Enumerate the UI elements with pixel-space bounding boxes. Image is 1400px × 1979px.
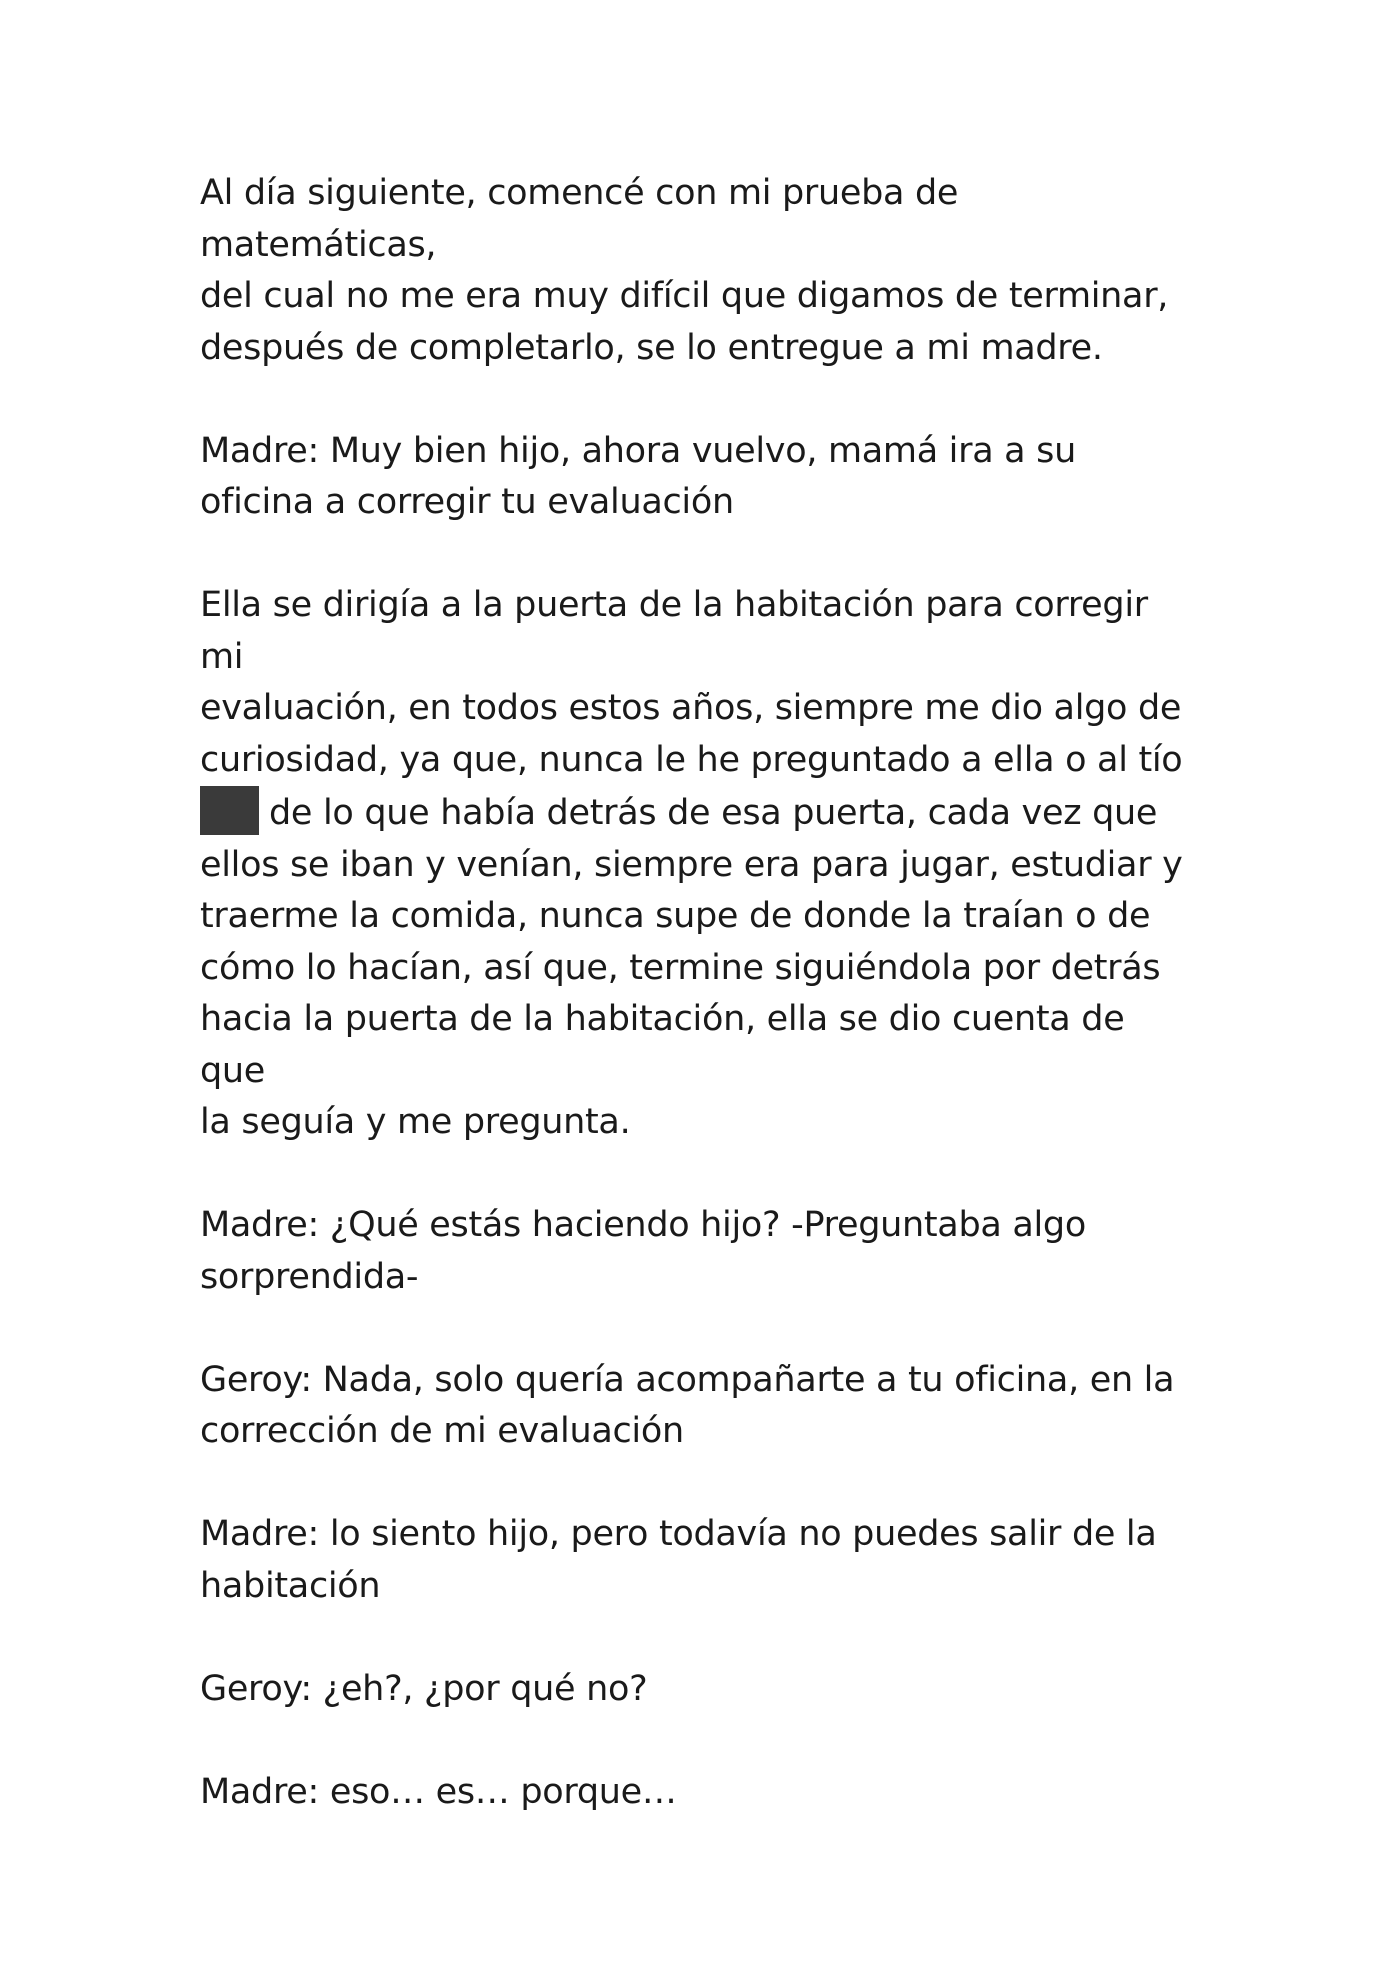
text-line: después de completarlo, se lo entregue a mi madre. — [200, 327, 1103, 368]
text-line: corrección de mi evaluación — [200, 1411, 684, 1451]
text-line: habitación — [200, 1565, 381, 1606]
paragraph-dialogue-madre-2 — [200, 1200, 1200, 1303]
paragraph-dialogue-geroy-1 — [200, 1355, 1200, 1458]
text-line: cómo lo hacían, así que, termine siguiéndola por detrás — [200, 947, 1161, 988]
text-line: Madre: eso… es… porque… — [200, 1771, 677, 1812]
paragraph-dialogue-madre-3 — [200, 1509, 1200, 1612]
text-line: Geroy: ¿eh?, ¿por qué no? — [200, 1668, 648, 1709]
text-line: Ella se dirigía a la puerta de la habitación para corregir mi — [200, 585, 1148, 677]
text-line: ellos se iban y venían, siempre era para jugar, estudiar y — [200, 844, 1183, 885]
redaction-box — [200, 786, 259, 835]
text-line: Madre: ¿Qué estás haciendo hijo? -Preguntaba algo — [200, 1205, 1086, 1245]
text-line: hacia la puerta de la habitación, ella se dio cuenta de que — [200, 999, 1125, 1091]
text-line: traerme la comida, nunca supe de donde la traían o de — [200, 896, 1151, 936]
paragraph-dialogue-geroy-2 — [200, 1664, 1200, 1716]
paragraph-dialogue-madre-1 — [200, 426, 1200, 529]
paragraph-narration-2 — [200, 580, 1200, 1149]
text-line: curiosidad, ya que, nunca le he preguntado a ella o al tío — [200, 739, 1183, 780]
text-line: Madre: Muy bien hijo, ahora vuelvo, mamá ira a su — [200, 430, 1076, 471]
document-body — [200, 168, 1200, 1870]
text-line: de lo que había detrás de esa puerta, cada vez que — [269, 793, 1158, 833]
text-line: Al día siguiente, comencé con mi prueba de matemáticas, — [200, 173, 959, 265]
text-line: Madre: lo siento hijo, pero todavía no puedes salir de la — [200, 1514, 1157, 1554]
text-line: sorprendida- — [200, 1256, 419, 1297]
text-line: del cual no me era muy difícil que digamos de terminar, — [200, 276, 1169, 316]
text-line: la seguía y me pregunta. — [200, 1102, 631, 1142]
text-line: Geroy: Nada, solo quería acompañarte a tu oficina, en la — [200, 1359, 1175, 1400]
text-line: evaluación, en todos estos años, siempre me dio algo de — [200, 688, 1182, 728]
paragraph-dialogue-madre-4 — [200, 1767, 1200, 1819]
text-line: oficina a corregir tu evaluación — [200, 482, 734, 522]
paragraph-narration-1 — [200, 168, 1200, 374]
